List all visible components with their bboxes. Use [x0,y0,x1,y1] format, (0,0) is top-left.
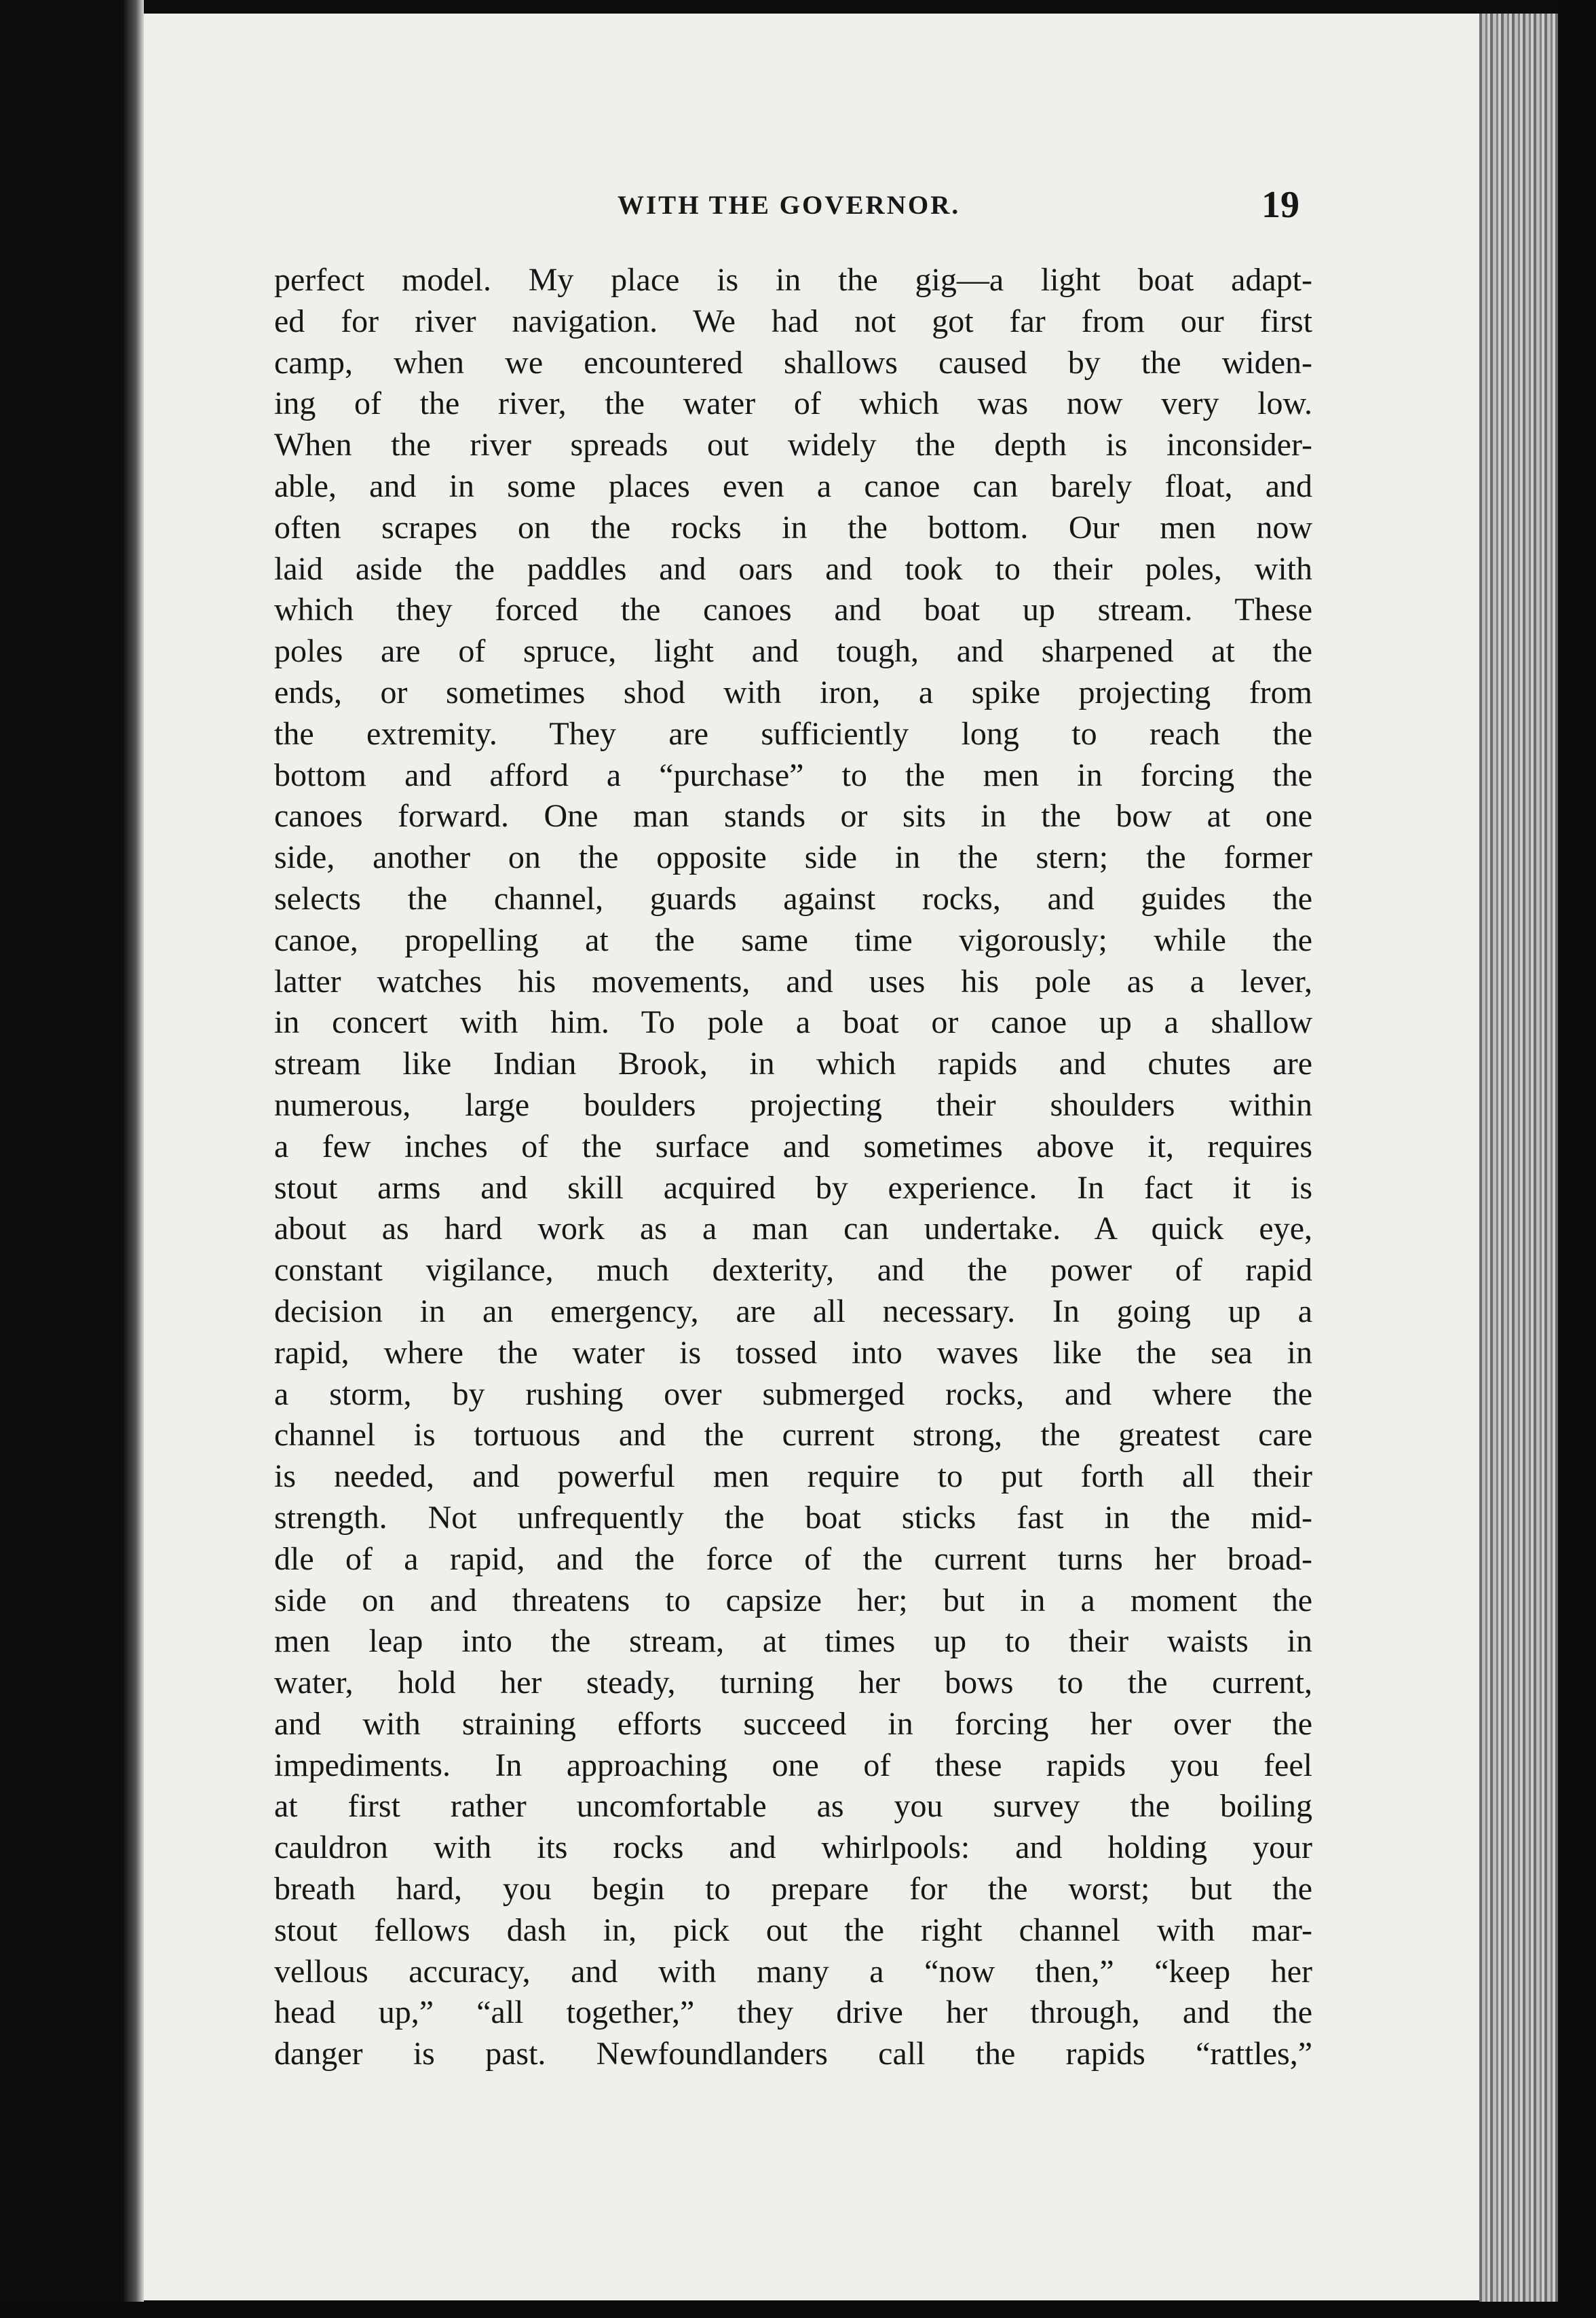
text-line: side, another on the opposite side in the stern; the former [274,839,1312,876]
text-line: stout fellows dash in, pick out the right channel with mar- [274,1912,1312,1948]
binding-shadow [124,0,144,2318]
text-line: vellous accuracy, and with many a “now then,” “keep her [274,1953,1312,1990]
text-line: breath hard, you begin to prepare for the worst; but the [274,1871,1312,1907]
text-line: which they forced the canoes and boat up stream. These [274,592,1312,628]
text-line: is needed, and powerful men require to put forth all their [274,1458,1312,1495]
text-line: canoe, propelling at the same time vigorously; while the [274,922,1312,958]
page-header [285,183,1299,231]
running-head: WITH THE GOVERNOR. [618,191,961,220]
text-line: constant vigilance, much dexterity, and the power of rapid [274,1252,1312,1289]
text-line: strength. Not unfrequently the boat sticks fast in the mid- [274,1499,1312,1536]
text-line: stream like Indian Brook, in which rapids and chutes are [274,1046,1312,1082]
text-line: perfect model. My place is in the gig—a light boat adapt- [274,262,1312,298]
text-line: ends, or sometimes shod with iron, a spike projecting from [274,674,1312,710]
text-line: cauldron with its rocks and whirlpools: and holding your [274,1829,1312,1866]
text-line: ing of the river, the water of which was now very low. [274,385,1312,422]
text-line: laid aside the paddles and oars and took to their poles, with [274,550,1312,587]
text-line: impediments. In approaching one of these rapids you feel [274,1747,1312,1783]
text-line: stout arms and skill acquired by experience. In fact it is [274,1169,1312,1206]
text-line: men leap into the stream, at times up to their waists in [274,1623,1312,1660]
text-line: danger is past. Newfoundlanders call the rapids “rattles,” [274,2036,1312,2072]
text-line: When the river spreads out widely the depth is inconsider- [274,427,1312,463]
text-line: poles are of spruce, light and tough, and sharpened at the [274,633,1312,670]
text-line: ed for river navigation. We had not got far from our first [274,303,1312,339]
text-line: able, and in some places even a canoe can barely float, and [274,468,1312,504]
text-line: numerous, large boulders projecting their shoulders within [274,1086,1312,1123]
page-number: 19 [1261,184,1299,226]
text-line: head up,” “all together,” they drive her through, and the [274,1994,1312,2031]
text-line: channel is tortuous and the current strong, the greatest care [274,1417,1312,1454]
text-line: rapid, where the water is tossed into waves like the sea in [274,1334,1312,1371]
scan-border-bottom [0,2302,1596,2318]
text-line: selects the channel, guards against rocks, and guides the [274,880,1312,917]
text-line: water, hold her steady, turning her bows to the current, [274,1665,1312,1701]
scan-border-right [1558,0,1596,2318]
text-line: canoes forward. One man stands or sits in the bow at one [274,798,1312,835]
text-line: at first rather uncomfortable as you survey the boiling [274,1788,1312,1825]
text-line: latter watches his movements, and uses his pole as a lever, [274,963,1312,1000]
text-line: a storm, by rushing over submerged rocks, and where the [274,1375,1312,1412]
text-line: often scrapes on the rocks in the bottom. Our men now [274,509,1312,546]
text-line: the extremity. They are sufficiently long to reach the [274,715,1312,752]
text-line: in concert with him. To pole a boat or canoe up a shallow [274,1004,1312,1041]
text-line: about as hard work as a man can undertake. A quick eye, [274,1211,1312,1247]
text-line: bottom and afford a “purchase” to the men in forcing the [274,757,1312,793]
text-line: decision in an emergency, are all necessary. In going up a [274,1293,1312,1329]
body-text [274,260,1312,2075]
text-line: camp, when we encountered shallows caused by the widen- [274,344,1312,381]
text-line: and with straining efforts succeed in forcing her over the [274,1705,1312,1742]
text-line: dle of a rapid, and the force of the current turns her broad- [274,1540,1312,1577]
text-line: a few inches of the surface and sometimes above it, requires [274,1128,1312,1164]
text-line: side on and threatens to capsize her; but in a moment the [274,1582,1312,1618]
